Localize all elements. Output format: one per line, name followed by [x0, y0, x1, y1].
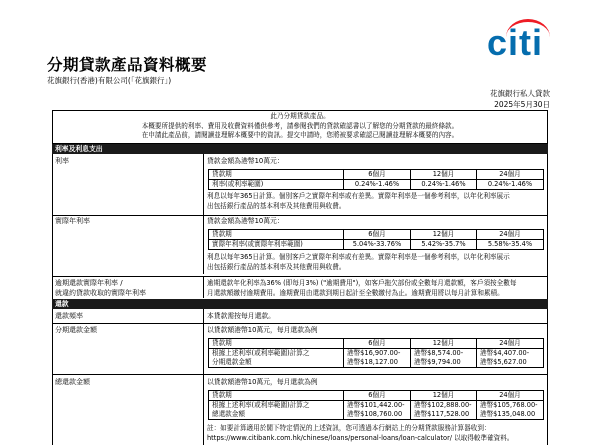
cell-line: 港幣$4,407.00-	[480, 349, 530, 357]
apr-note	[207, 253, 510, 272]
table-cell	[344, 349, 411, 368]
row-divider	[52, 374, 548, 375]
rate-note	[207, 192, 510, 211]
overdue-label	[55, 279, 146, 298]
table-cell: 5.42%-35.7%	[411, 240, 477, 250]
table-header: 24個月	[477, 339, 544, 349]
table-cell: 5.58%-35.4%	[477, 240, 544, 250]
total-desc: 以貸款額港幣10萬元，每月還款為例	[207, 378, 318, 386]
table-header: 12個月	[411, 230, 477, 240]
apr-label: 實際年利率	[55, 217, 90, 225]
apr-desc: 貸款金額為港幣10萬元：	[207, 217, 284, 225]
freq-label: 還款頻率	[55, 312, 83, 320]
label-line: 根據上述利率(或利率範圍)計算之	[212, 401, 310, 409]
table-cell	[477, 401, 544, 420]
table-row-label	[209, 349, 344, 368]
table-header: 6個月	[344, 170, 411, 180]
column-divider	[203, 154, 204, 274]
table-header: 24個月	[477, 170, 544, 180]
total-table	[208, 390, 544, 420]
table-cell: 0.24%-1.46%	[411, 180, 477, 190]
table-header: 24個月	[477, 230, 544, 240]
table-cell	[411, 401, 477, 420]
page-title: 分期貸款產品資料概要	[47, 56, 208, 74]
calculator-link[interactable]: https://www.citibank.com.hk/chinese/loans/personal-loans/loan-calculator/ 以取得較準確資料。	[207, 433, 514, 442]
label-line: 根據上述利率(或利率範圍)計算之	[212, 349, 310, 357]
cell-line: 港幣$5,627.00	[480, 358, 527, 366]
column-divider	[203, 276, 204, 298]
table-row-label: 實際年利率(或實際年利率範圍)	[209, 240, 344, 250]
cell-line: 港幣$9,794.00	[414, 358, 461, 366]
overdue-text	[207, 279, 516, 298]
label-line: 分期還款金額	[212, 358, 252, 366]
section-header-repayment: 還款	[52, 299, 548, 309]
apr-table	[208, 229, 544, 250]
note-line: 利息以每年365日計算。個別客戶之實際年利率或有差異。實際年利率是一個參考利率，以年化利率展示	[207, 192, 510, 200]
note-line: 出包括銀行產品的基本利率及其他費用與收費。	[207, 201, 346, 210]
table-cell	[344, 401, 411, 420]
rate-label: 利率	[55, 157, 69, 165]
table-header: 6個月	[344, 339, 411, 349]
table-row-label: 利率(或利率範圍)	[209, 180, 344, 190]
table-header: 6個月	[344, 230, 411, 240]
table-cell: 0.24%-1.46%	[344, 180, 411, 190]
row-divider	[52, 323, 548, 324]
table-header: 12個月	[411, 170, 477, 180]
table-cell	[411, 349, 477, 368]
table-header: 12個月	[411, 391, 477, 401]
cell-line: 港幣$101,442.00-	[347, 401, 405, 409]
table-cell: 0.24%-1.46%	[477, 180, 544, 190]
cell-line: 港幣$117,528.00	[414, 410, 470, 418]
monthly-table	[208, 338, 544, 368]
intro-line: 此乃分期貸款產品。	[270, 112, 330, 120]
column-divider	[203, 309, 204, 445]
freq-text: 本貸款需按每月還款。	[207, 312, 275, 320]
row-divider	[52, 215, 548, 216]
note-line: 出包括銀行產品的基本利率及其他費用與收費。	[207, 262, 346, 271]
cell-line: 港幣$135,048.00	[480, 410, 536, 418]
total-note	[207, 424, 513, 443]
table-header: 24個月	[477, 391, 544, 401]
note-line: 利息以每年365日計算。個別客戶之實際年利率或有差異。實際年利率是一個參考利率，以年化利率展示	[207, 253, 510, 261]
cell-line: 港幣$8,574.00-	[414, 349, 464, 357]
table-header: 貸款期	[209, 339, 344, 349]
intro-text	[52, 112, 548, 141]
table-header: 貸款期	[209, 391, 344, 401]
note-line: 註：如要計算適用於閣下特定情況的上述資訊，您可透過本行網站上的分期貸款服務計算器收到：	[207, 424, 491, 432]
product-name: 花旗銀行私人貸款	[490, 89, 550, 98]
intro-line: 本概要所提供的利率、費用及收費資料僅供參考，請參閱我們的貸款確認書以了解您的分期貸款的最終條款。	[141, 121, 459, 130]
monthly-desc: 以貸款額港幣10萬元，每月還款為例	[207, 326, 318, 334]
table-cell: 5.04%-33.76%	[344, 240, 411, 250]
table-header: 貸款期	[209, 230, 344, 240]
row-divider	[52, 276, 548, 277]
citi-logo	[487, 19, 553, 63]
text-line: 月還款額繳付逾期費用。逾期費用由還款到期日起計至全數繳付為止。逾期費用將以每月計算和累積。	[207, 288, 504, 297]
cell-line: 港幣$16,907.00-	[347, 349, 401, 357]
intro-line: 在申請此產品前，請閱讀並理解本概要中的資訊。提交申請時，您將被要求確認已閱讀並理解本概要的內容。	[141, 131, 459, 139]
table-header: 貸款期	[209, 170, 344, 180]
rate-desc: 貸款金額為港幣10萬元：	[207, 157, 284, 165]
label-line: 就違約貸款收取的實際年利率	[55, 288, 146, 297]
cell-line: 港幣$18,127.00	[347, 358, 398, 366]
rate-table	[208, 169, 544, 190]
cell-line: 港幣$105,768.00-	[480, 401, 538, 409]
text-line: 逾期還款年化利率為36% (即每月3%) ("逾期費用")，如客戶拖欠部份或全數每月還款額，客戶須按全數每	[207, 279, 517, 287]
label-line: 逾期還款實際年利率 /	[55, 279, 123, 287]
table-row-label	[209, 401, 344, 420]
total-label: 總還款金額	[55, 378, 90, 386]
logo-text: citi	[487, 22, 544, 63]
monthly-label: 分期還款金額	[55, 326, 97, 334]
document-date: 2025年5月30日	[494, 100, 550, 109]
table-header: 6個月	[344, 391, 411, 401]
table-header: 12個月	[411, 339, 477, 349]
issuer-name: 花旗銀行(香港)有限公司(「花旗銀行」)	[47, 76, 172, 85]
cell-line: 港幣$102,888.00-	[414, 401, 472, 409]
cell-line: 港幣$108,760.00	[347, 410, 403, 418]
section-header-interest: 利率及利息支出	[52, 144, 548, 154]
label-line: 總還款金額	[212, 410, 245, 418]
table-cell	[477, 349, 544, 368]
